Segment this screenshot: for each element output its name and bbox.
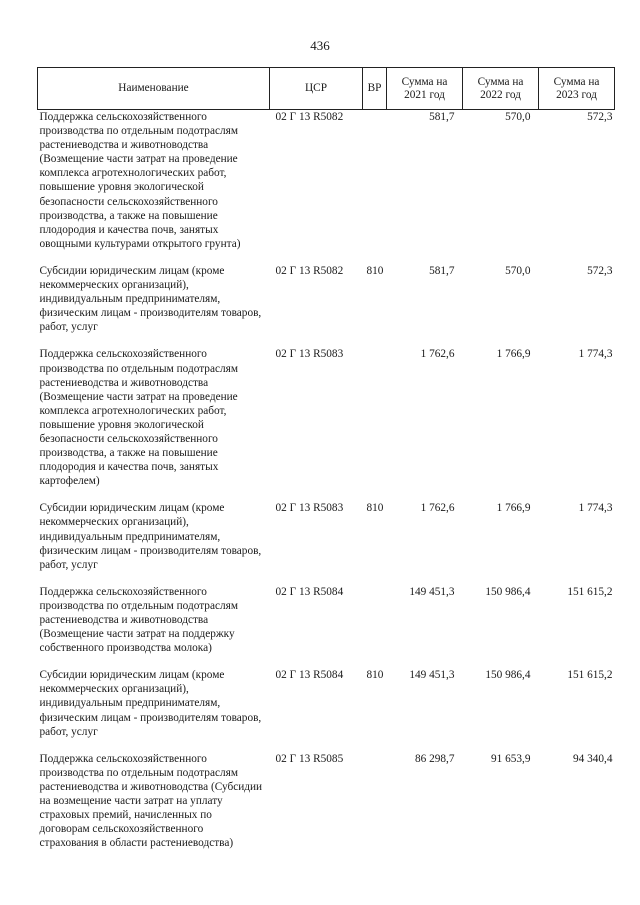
- page-number: 436: [310, 38, 330, 53]
- row-sum-2023: 1 774,3: [578, 348, 613, 361]
- row-sum-2022: 1 766,9: [496, 348, 531, 361]
- row-sum-2021: 149 451,3: [409, 669, 455, 682]
- table-row: [38, 668, 615, 751]
- row-vr: [363, 110, 387, 264]
- header-sum-2022: Сумма на 2022 год: [463, 68, 539, 110]
- row-name: Поддержка сельскохозяйственного производства по отдельным подотраслям растениеводства и животноводства (Возмещение части затрат на поддержку собственного производства молока): [39, 585, 238, 655]
- row-name: Поддержка сельскохозяйственного производства по отдельным подотраслям растениеводства и животноводства (Субсидии на возмещение части затрат на уплату страховых премий, начисленных по договорам сельскохозяйственного страхования в области растениеводства): [39, 752, 263, 850]
- row-sum-2021: 149 451,3: [409, 585, 455, 598]
- row-csr: 02 Г 13 R5085: [275, 752, 344, 765]
- row-vr: [363, 585, 387, 668]
- header-sum-2021: Сумма на 2021 год: [387, 68, 463, 110]
- row-name: Поддержка сельскохозяйственного производства по отдельным подотраслям растениеводства и животноводства (Возмещение части затрат на проведение комплекса агротехнологических работ, повышение уровня экологической безопасности сельскохозяйственного производства, а также на повышение плодородия и качества почв, занятых овощными культурами открытого грунта): [39, 111, 241, 250]
- row-csr: 02 Г 13 R5082: [275, 264, 344, 277]
- row-sum-2021: 1 762,6: [420, 348, 455, 361]
- row-sum-2023: 1 774,3: [578, 502, 613, 515]
- header-sum-2023: Сумма на 2023 год: [539, 68, 615, 110]
- header-vr: ВР: [363, 68, 387, 110]
- row-sum-2022: 150 986,4: [485, 585, 531, 598]
- row-sum-2021: 581,7: [429, 111, 455, 123]
- row-csr: 02 Г 13 R5083: [275, 348, 344, 361]
- row-vr: 810: [366, 669, 384, 682]
- row-sum-2022: 570,0: [505, 111, 531, 123]
- header-name: Наименование: [38, 68, 270, 110]
- row-csr: 02 Г 13 R5082: [275, 111, 344, 123]
- table-row: [38, 110, 615, 264]
- row-name: Поддержка сельскохозяйственного производства по отдельным подотраслям растениеводства и животноводства (Возмещение части затрат на проведение комплекса агротехнологических работ, повышение уровня экологической безопасности сельскохозяйственного производства, а также на повышение плодородия и качества почв, занятых картофелем): [39, 348, 238, 488]
- row-sum-2023: 572,3: [587, 111, 613, 123]
- row-name: Субсидии юридическим лицам (кроме некоммерческих организаций), индивидуальным предпринимателям, физическим лицам - производителям товаров, работ, услуг: [39, 502, 262, 571]
- table-row: [38, 752, 615, 864]
- row-csr: 02 Г 13 R5084: [275, 669, 344, 682]
- row-sum-2021: 581,7: [429, 264, 455, 277]
- table-row: [38, 585, 615, 668]
- row-sum-2022: 570,0: [505, 264, 531, 277]
- row-sum-2023: 151 615,2: [567, 585, 613, 598]
- row-sum-2021: 1 762,6: [420, 502, 455, 515]
- row-csr: 02 Г 13 R5083: [275, 502, 344, 515]
- row-name: Субсидии юридическим лицам (кроме некоммерческих организаций), индивидуальным предпринимателям, физическим лицам - производителям товаров, работ, услуг: [39, 669, 262, 738]
- row-sum-2023: 94 340,4: [572, 752, 613, 765]
- row-sum-2022: 1 766,9: [496, 502, 531, 515]
- row-sum-2022: 150 986,4: [485, 669, 531, 682]
- header-csr: ЦСР: [270, 68, 363, 110]
- table-row: [38, 347, 615, 501]
- table-header-row: [38, 68, 615, 110]
- table-row: [38, 264, 615, 347]
- row-csr: 02 Г 13 R5084: [275, 585, 344, 598]
- row-sum-2023: 572,3: [587, 264, 613, 277]
- budget-table: [37, 67, 615, 863]
- row-vr: 810: [366, 502, 384, 515]
- row-name: Субсидии юридическим лицам (кроме некоммерческих организаций), индивидуальным предпринимателям, физическим лицам - производителям товаров, работ, услуг: [39, 264, 262, 334]
- row-sum-2021: 86 298,7: [414, 752, 455, 765]
- row-sum-2022: 91 653,9: [490, 752, 531, 765]
- table-row: [38, 501, 615, 584]
- row-vr: [363, 752, 387, 864]
- row-vr: 810: [366, 264, 384, 277]
- row-vr: [363, 347, 387, 501]
- row-sum-2023: 151 615,2: [567, 669, 613, 682]
